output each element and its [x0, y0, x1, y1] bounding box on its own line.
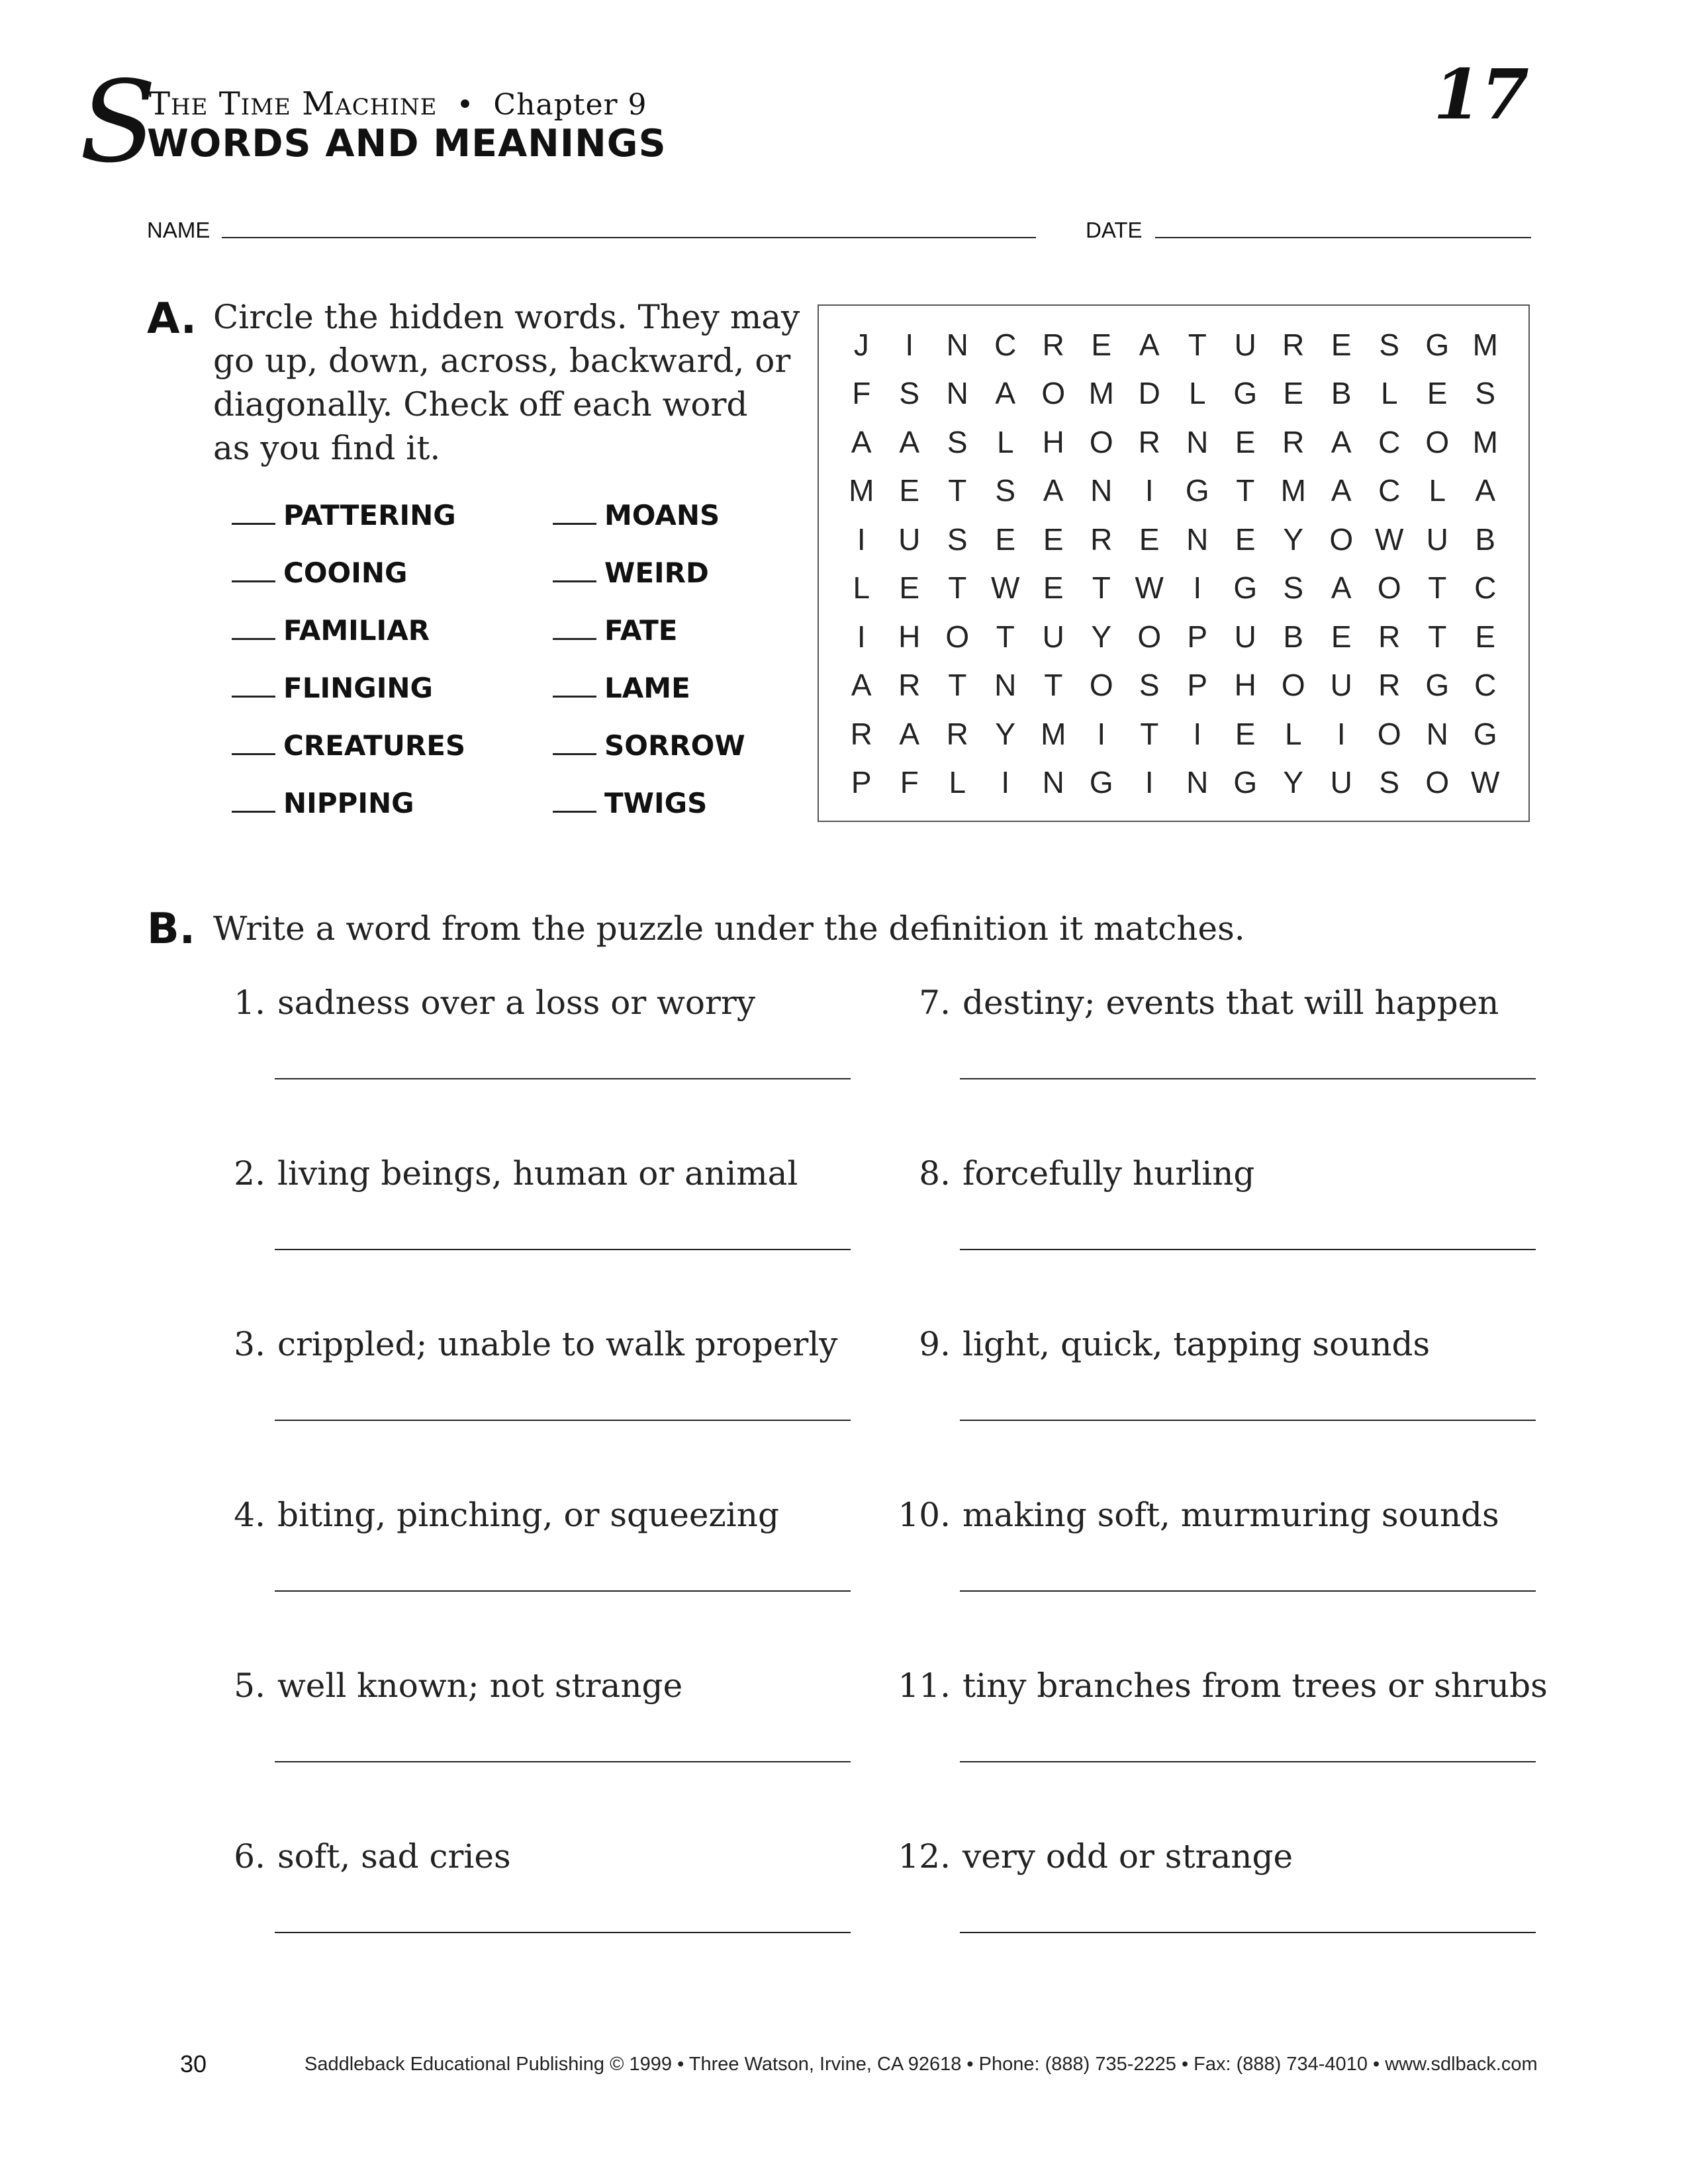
- grid-letter[interactable]: T: [1188, 327, 1207, 362]
- grid-letter[interactable]: E: [1331, 619, 1352, 654]
- grid-letter[interactable]: N: [1426, 716, 1448, 751]
- grid-letter[interactable]: A: [1139, 327, 1160, 362]
- grid-letter[interactable]: R: [898, 668, 921, 703]
- section-b-instructions: Write a word from the puzzle under the definition it matches.: [213, 909, 1245, 948]
- word-list-item[interactable]: WEIRD: [553, 557, 745, 615]
- grid-letter[interactable]: T: [1092, 570, 1111, 606]
- grid-letter[interactable]: E: [995, 522, 1016, 557]
- grid-letter[interactable]: E: [1235, 522, 1256, 557]
- word-list-item[interactable]: NIPPING: [232, 788, 465, 845]
- grid-letter[interactable]: H: [1042, 424, 1064, 459]
- grid-letter[interactable]: N: [1186, 424, 1209, 459]
- grid-letter[interactable]: I: [905, 327, 914, 362]
- book-title: The Time Machine: [149, 85, 438, 122]
- grid-letter[interactable]: R: [1282, 424, 1305, 459]
- grid-row: [837, 709, 1509, 758]
- definitions-left: [202, 983, 851, 2007]
- grid-letter[interactable]: G: [1473, 716, 1497, 751]
- grid-letter[interactable]: O: [1281, 668, 1305, 703]
- grid-letter[interactable]: W: [1135, 570, 1164, 606]
- grid-letter[interactable]: L: [949, 765, 966, 800]
- grid-letter[interactable]: E: [899, 570, 920, 606]
- grid-letter[interactable]: T: [1236, 473, 1255, 508]
- grid-letter[interactable]: S: [947, 424, 968, 459]
- grid-letter[interactable]: T: [1428, 619, 1447, 654]
- definition-item: 2. living beings, human or animal: [202, 1154, 851, 1324]
- grid-letter[interactable]: W: [1375, 522, 1404, 557]
- grid-row: [837, 320, 1509, 369]
- separator-bullet: •: [456, 88, 475, 122]
- grid-letter[interactable]: F: [852, 376, 871, 411]
- chapter-label: Chapter 9: [493, 88, 647, 122]
- grid-letter[interactable]: C: [1474, 668, 1497, 703]
- grid-letter[interactable]: J: [853, 327, 869, 362]
- answer-line[interactable]: [960, 1761, 1536, 1762]
- word-list-item[interactable]: MOANS: [553, 500, 745, 557]
- grid-letter[interactable]: Y: [1283, 765, 1304, 800]
- grid-letter[interactable]: I: [1193, 716, 1202, 751]
- grid-letter[interactable]: A: [899, 424, 920, 459]
- grid-letter[interactable]: S: [947, 522, 968, 557]
- check-blank[interactable]: [232, 731, 275, 755]
- grid-row: [837, 515, 1509, 564]
- grid-letter[interactable]: N: [946, 376, 968, 411]
- word-list-item[interactable]: FLINGING: [232, 672, 465, 730]
- grid-letter[interactable]: U: [1234, 619, 1256, 654]
- grid-letter[interactable]: Y: [1283, 522, 1304, 557]
- grid-letter[interactable]: N: [1090, 473, 1113, 508]
- grid-letter[interactable]: I: [857, 619, 866, 654]
- grid-letter[interactable]: Y: [995, 716, 1016, 751]
- grid-letter[interactable]: R: [1282, 327, 1305, 362]
- grid-letter[interactable]: I: [1336, 716, 1346, 751]
- grid-letter[interactable]: Y: [1091, 619, 1112, 654]
- grid-letter[interactable]: M: [1472, 424, 1498, 459]
- grid-letter[interactable]: G: [1233, 570, 1258, 606]
- answer-line[interactable]: [275, 1078, 851, 1079]
- grid-letter[interactable]: R: [850, 716, 872, 751]
- grid-letter[interactable]: N: [994, 668, 1017, 703]
- grid-letter[interactable]: N: [1042, 765, 1064, 800]
- grid-letter[interactable]: G: [1185, 473, 1209, 508]
- grid-letter[interactable]: D: [1138, 376, 1160, 411]
- grid-letter[interactable]: T: [948, 570, 967, 606]
- definitions-right: [887, 983, 1548, 2007]
- grid-letter[interactable]: S: [899, 376, 920, 411]
- check-blank[interactable]: [232, 558, 275, 582]
- grid-letter[interactable]: M: [849, 473, 874, 508]
- check-blank[interactable]: [232, 673, 275, 698]
- grid-letter[interactable]: F: [900, 765, 919, 800]
- grid-letter[interactable]: T: [1140, 716, 1159, 751]
- grid-letter[interactable]: E: [1331, 327, 1352, 362]
- grid-letter[interactable]: A: [1331, 473, 1352, 508]
- logo-s-icon: S: [79, 57, 157, 188]
- grid-letter[interactable]: U: [1042, 619, 1064, 654]
- grid-letter[interactable]: G: [1233, 765, 1258, 800]
- word-search-grid: [818, 304, 1530, 822]
- grid-letter[interactable]: C: [1474, 570, 1497, 606]
- grid-letter[interactable]: T: [996, 619, 1015, 654]
- name-field[interactable]: [222, 237, 1036, 238]
- word-list-item[interactable]: LAME: [553, 672, 745, 730]
- grid-letter[interactable]: U: [1426, 522, 1448, 557]
- grid-letter[interactable]: E: [1043, 570, 1064, 606]
- name-label: NAME: [147, 218, 211, 242]
- grid-letter[interactable]: R: [1042, 327, 1064, 362]
- grid-letter[interactable]: S: [1139, 668, 1160, 703]
- grid-letter[interactable]: B: [1331, 376, 1352, 411]
- grid-letter[interactable]: R: [1138, 424, 1160, 459]
- grid-letter[interactable]: C: [1378, 424, 1401, 459]
- grid-letter[interactable]: I: [857, 522, 866, 557]
- grid-letter[interactable]: P: [1187, 668, 1208, 703]
- grid-row: [837, 612, 1509, 661]
- grid-letter[interactable]: R: [946, 716, 968, 751]
- grid-letter[interactable]: M: [1280, 473, 1306, 508]
- instruction-line: go up, down, across, backward, or: [213, 341, 791, 380]
- grid-letter[interactable]: S: [1475, 376, 1496, 411]
- word-list-item[interactable]: FAMILIAR: [232, 615, 465, 672]
- grid-letter[interactable]: M: [1472, 327, 1498, 362]
- grid-letter[interactable]: H: [1234, 668, 1256, 703]
- grid-letter[interactable]: O: [1089, 424, 1113, 459]
- grid-letter[interactable]: U: [1330, 668, 1352, 703]
- grid-letter[interactable]: E: [1427, 376, 1448, 411]
- grid-letter[interactable]: A: [995, 376, 1016, 411]
- grid-letter[interactable]: N: [946, 327, 968, 362]
- grid-letter[interactable]: E: [1139, 522, 1160, 557]
- grid-letter[interactable]: N: [1186, 522, 1209, 557]
- grid-letter[interactable]: S: [1379, 765, 1400, 800]
- grid-row: [837, 369, 1509, 418]
- grid-row: [837, 758, 1509, 807]
- grid-letter[interactable]: A: [1043, 473, 1064, 508]
- grid-letter[interactable]: G: [1089, 765, 1113, 800]
- answer-line[interactable]: [960, 1932, 1536, 1933]
- grid-letter[interactable]: U: [898, 522, 921, 557]
- grid-letter[interactable]: R: [1378, 668, 1401, 703]
- grid-letter[interactable]: M: [1088, 376, 1114, 411]
- grid-letter[interactable]: O: [945, 619, 970, 654]
- grid-table: [837, 320, 1509, 807]
- grid-letter[interactable]: E: [1043, 522, 1064, 557]
- grid-letter[interactable]: E: [1283, 376, 1304, 411]
- grid-letter[interactable]: A: [851, 668, 872, 703]
- word-list-col2: [553, 500, 745, 845]
- word-list-item[interactable]: FATE: [553, 615, 745, 672]
- grid-letter[interactable]: A: [851, 424, 872, 459]
- grid-letter[interactable]: I: [1145, 473, 1154, 508]
- check-blank[interactable]: [553, 788, 596, 813]
- instruction-line: diagonally. Check off each word: [213, 385, 748, 424]
- grid-row: [837, 418, 1509, 467]
- grid-letter[interactable]: E: [1475, 619, 1496, 654]
- grid-letter[interactable]: S: [995, 473, 1016, 508]
- grid-letter[interactable]: L: [1380, 376, 1398, 411]
- book-chapter-line: [149, 87, 647, 122]
- grid-letter[interactable]: A: [899, 716, 920, 751]
- definition-item: 6. soft, sad cries: [202, 1837, 851, 2007]
- answer-line[interactable]: [275, 1420, 851, 1421]
- grid-letter[interactable]: I: [1193, 570, 1202, 606]
- date-label: DATE: [1086, 218, 1143, 242]
- definition-item: 10. making soft, murmuring sounds: [887, 1495, 1548, 1666]
- definition-item: 4. biting, pinching, or squeezing: [202, 1495, 851, 1666]
- grid-letter[interactable]: U: [1330, 765, 1352, 800]
- answer-line[interactable]: [960, 1590, 1536, 1592]
- grid-letter[interactable]: C: [1378, 473, 1401, 508]
- grid-letter[interactable]: R: [1090, 522, 1113, 557]
- check-blank[interactable]: [553, 731, 596, 755]
- grid-letter[interactable]: E: [1091, 327, 1112, 362]
- grid-letter[interactable]: G: [1425, 327, 1450, 362]
- grid-letter[interactable]: O: [1089, 668, 1113, 703]
- grid-letter[interactable]: N: [1186, 765, 1209, 800]
- grid-letter[interactable]: C: [994, 327, 1017, 362]
- grid-letter[interactable]: L: [996, 424, 1014, 459]
- grid-letter[interactable]: G: [1425, 668, 1450, 703]
- grid-letter[interactable]: B: [1475, 522, 1496, 557]
- definition-item: 9. light, quick, tapping sounds: [887, 1324, 1548, 1495]
- page-number: 30: [180, 2050, 207, 2077]
- grid-letter[interactable]: L: [853, 570, 870, 606]
- check-blank[interactable]: [553, 500, 596, 525]
- grid-row: [837, 564, 1509, 613]
- grid-letter[interactable]: W: [991, 570, 1020, 606]
- grid-letter[interactable]: T: [1044, 668, 1063, 703]
- section-a-letter: A.: [147, 295, 197, 343]
- grid-letter[interactable]: I: [1097, 716, 1106, 751]
- grid-letter[interactable]: E: [1235, 716, 1256, 751]
- grid-row: [837, 661, 1509, 710]
- grid-letter[interactable]: U: [1234, 327, 1256, 362]
- word-list-item[interactable]: COOING: [232, 557, 465, 615]
- date-field[interactable]: [1155, 237, 1531, 238]
- definition-item: 7. destiny; events that will happen: [887, 983, 1548, 1154]
- grid-letter[interactable]: R: [1378, 619, 1401, 654]
- grid-letter[interactable]: O: [1041, 376, 1066, 411]
- instruction-line: as you find it.: [213, 429, 441, 467]
- check-blank[interactable]: [232, 500, 275, 525]
- word-list-item[interactable]: SORROW: [553, 730, 745, 788]
- check-blank[interactable]: [553, 615, 596, 640]
- grid-letter[interactable]: P: [851, 765, 872, 800]
- answer-line[interactable]: [960, 1078, 1536, 1079]
- answer-line[interactable]: [275, 1590, 851, 1592]
- grid-letter[interactable]: O: [1329, 522, 1354, 557]
- answer-line[interactable]: [275, 1932, 851, 1933]
- grid-letter[interactable]: S: [1379, 327, 1400, 362]
- grid-letter[interactable]: I: [1001, 765, 1010, 800]
- answer-line[interactable]: [960, 1420, 1536, 1421]
- word-list-col1: [232, 500, 465, 845]
- grid-letter[interactable]: E: [899, 473, 920, 508]
- definition-item: 8. forcefully hurling: [887, 1154, 1548, 1324]
- definition-item: 11. tiny branches from trees or shrubs: [887, 1666, 1548, 1837]
- grid-letter[interactable]: O: [1137, 619, 1162, 654]
- grid-letter[interactable]: I: [1145, 765, 1154, 800]
- grid-letter[interactable]: P: [1187, 619, 1208, 654]
- grid-letter[interactable]: L: [1284, 716, 1302, 751]
- check-blank[interactable]: [232, 615, 275, 640]
- check-blank[interactable]: [553, 558, 596, 582]
- grid-letter[interactable]: H: [898, 619, 921, 654]
- grid-letter[interactable]: A: [1331, 424, 1352, 459]
- grid-row: [837, 467, 1509, 516]
- word-list-item[interactable]: TWIGS: [553, 788, 745, 845]
- instruction-line: Circle the hidden words. They may: [213, 298, 800, 336]
- grid-letter[interactable]: O: [1377, 570, 1401, 606]
- grid-letter[interactable]: O: [1425, 765, 1450, 800]
- sheet-title: WORDS AND MEANINGS: [147, 122, 667, 165]
- definition-item: 1. sadness over a loss or worry: [202, 983, 851, 1154]
- sheet-number: 17: [1433, 54, 1529, 135]
- grid-letter[interactable]: L: [1188, 376, 1206, 411]
- grid-letter[interactable]: O: [1377, 716, 1401, 751]
- word-list-item[interactable]: CREATURES: [232, 730, 465, 788]
- grid-letter[interactable]: O: [1425, 424, 1450, 459]
- section-a-instructions: [213, 295, 800, 470]
- grid-letter[interactable]: W: [1471, 765, 1500, 800]
- grid-letter[interactable]: T: [948, 473, 967, 508]
- grid-letter[interactable]: S: [1283, 570, 1304, 606]
- definition-item: 5. well known; not strange: [202, 1666, 851, 1837]
- word-list-item[interactable]: PATTERING: [232, 500, 465, 557]
- definition-item: 12. very odd or strange: [887, 1837, 1548, 2007]
- publisher-info: Saddleback Educational Publishing © 1999 • Three Watson, Irvine, CA 92618 • Phone: (888) 735-2225 • Fax: (888) 734-4010 • www.sdlback.com: [305, 2054, 1538, 2075]
- definition-item: 3. crippled; unable to walk properly: [202, 1324, 851, 1495]
- grid-letter[interactable]: E: [1235, 424, 1256, 459]
- answer-line[interactable]: [275, 1761, 851, 1762]
- answer-line[interactable]: [275, 1249, 851, 1250]
- grid-letter[interactable]: G: [1233, 376, 1258, 411]
- grid-letter[interactable]: M: [1041, 716, 1066, 751]
- grid-letter[interactable]: B: [1283, 619, 1304, 654]
- grid-letter[interactable]: L: [1429, 473, 1446, 508]
- answer-line[interactable]: [960, 1249, 1536, 1250]
- grid-letter[interactable]: A: [1475, 473, 1496, 508]
- check-blank[interactable]: [553, 673, 596, 698]
- section-b-letter: B.: [147, 905, 196, 954]
- grid-letter[interactable]: T: [948, 668, 967, 703]
- check-blank[interactable]: [232, 788, 275, 813]
- grid-letter[interactable]: A: [1331, 570, 1352, 606]
- grid-letter[interactable]: T: [1428, 570, 1447, 606]
